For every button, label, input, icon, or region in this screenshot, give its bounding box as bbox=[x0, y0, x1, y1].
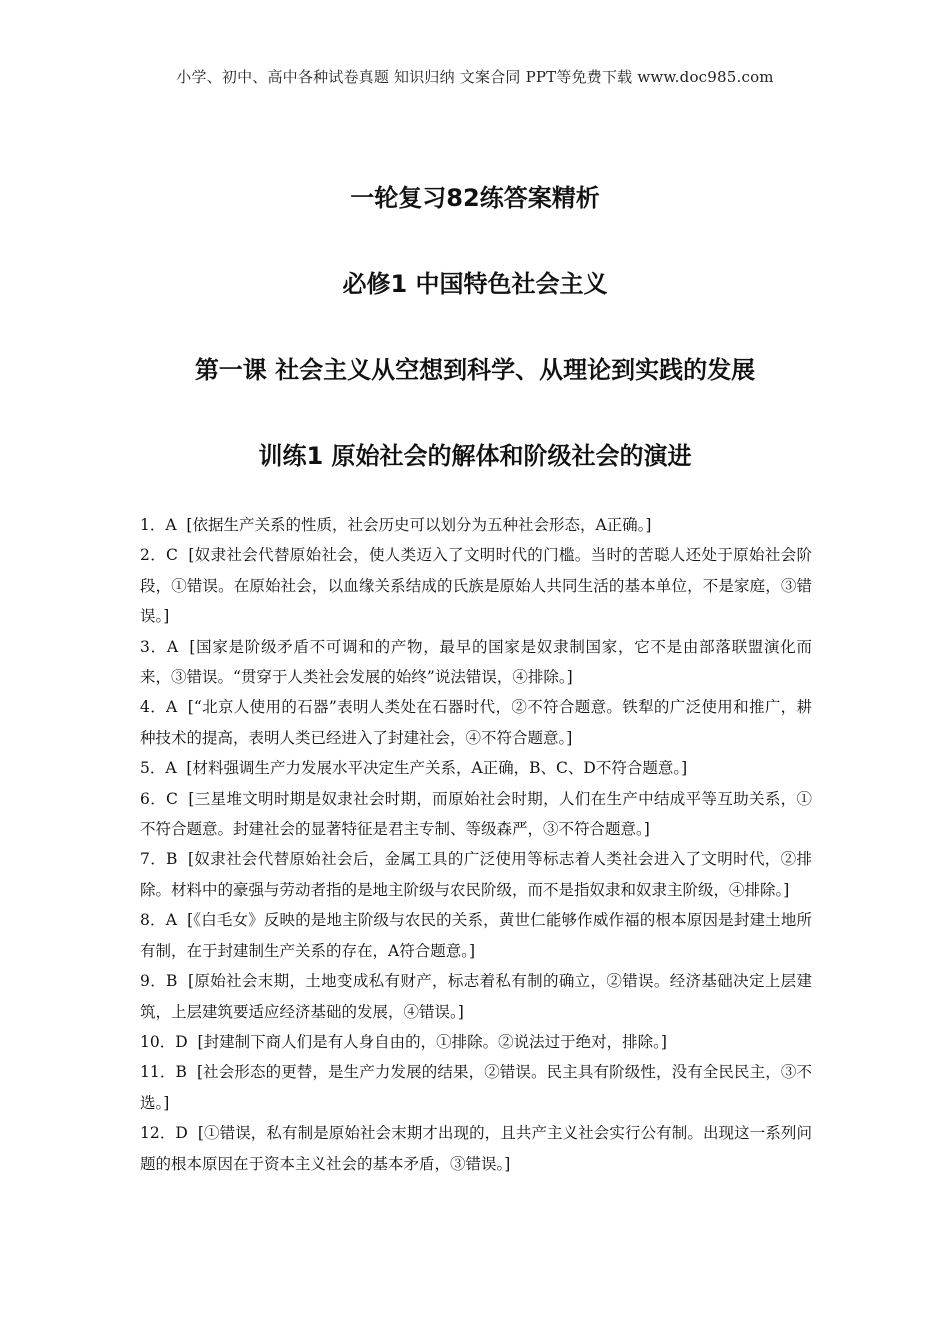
answer-item bbox=[140, 784, 812, 845]
answer-item bbox=[140, 905, 812, 966]
answer-number: 2．C bbox=[140, 546, 178, 565]
answer-text: [依据生产关系的性质，社会历史可以划分为五种社会形态，A正确。] bbox=[186, 516, 652, 534]
answer-text: [“北京人使用的石器”表明人类处在石器时代，②不符合题意。铁犁的广泛使用和推广，耕种技术的提高，表明人类已经进入了封建社会，④不符合题意。] bbox=[140, 698, 813, 747]
answer-number: 9．B bbox=[140, 972, 178, 991]
answer-text: [材料强调生产力发展水平决定生产关系，A正确，B、C、D不符合题意。] bbox=[186, 759, 688, 778]
answer-text: [原始社会末期，土地变成私有财产，标志着私有制的确立，②错误。经济基础决定上层建筑，上层建筑要适应经济基础的发展，④错误。] bbox=[140, 972, 812, 1021]
answer-list bbox=[140, 510, 812, 1179]
answer-text: [社会形态的更替，是生产力发展的结果，②错误。民主具有阶级性，没有全民民主，③不选。] bbox=[140, 1063, 812, 1112]
answer-item bbox=[140, 753, 812, 783]
answer-number: 12．D bbox=[140, 1124, 188, 1143]
answer-item bbox=[140, 844, 812, 905]
answer-text: [奴隶社会代替原始社会后，金属工具的广泛使用等标志着人类社会进入了文明时代，②排除。材料中的豪强与劳动者指的是地主阶级与农民阶级，而不是指奴隶和奴隶主阶级，④排除。] bbox=[140, 850, 812, 899]
page-header-banner: 小学、初中、高中各种试卷真题 知识归纳 文案合同 PPT等免费下载 www.doc985.com bbox=[176, 68, 774, 86]
answer-item bbox=[140, 1027, 812, 1057]
book-title: 一轮复习82练答案精析 bbox=[350, 184, 600, 212]
answer-text: [奴隶社会代替原始社会，使人类迈入了文明时代的门槛。当时的苦聪人还处于原始社会阶段，①错误。在原始社会，以血缘关系结成的氏族是原始人共同生活的基本单位，不是家庭，③错误。] bbox=[140, 546, 812, 626]
answer-item bbox=[140, 632, 812, 693]
title-block bbox=[0, 178, 950, 522]
answer-item bbox=[140, 540, 812, 631]
answer-item bbox=[140, 1118, 812, 1179]
answer-text: [《白毛女》反映的是地主阶级与农民的关系，黄世仁能够作威作福的根本原因是封建土地所有制，在于封建制生产关系的存在，A符合题意。] bbox=[140, 911, 812, 960]
lesson-title: 第一课 社会主义从空想到科学、从理论到实践的发展 bbox=[194, 356, 756, 384]
answer-item bbox=[140, 1057, 812, 1118]
answer-number: 3．A bbox=[140, 637, 179, 656]
answer-number: 1．A bbox=[140, 516, 177, 534]
answer-number: 7．B bbox=[140, 850, 178, 869]
answer-number: 8．A bbox=[140, 911, 177, 930]
answer-number: 4．A bbox=[140, 698, 178, 717]
answer-number: 6．C bbox=[140, 789, 178, 808]
answer-item bbox=[140, 692, 812, 753]
answer-item bbox=[140, 966, 812, 1027]
answer-text: [三星堆文明时期是奴隶社会时期，而原始社会时期，人们在生产中结成平等互助关系，①不符合题意。封建社会的显著特征是君主专制、等级森严，③不符合题意。] bbox=[140, 789, 812, 839]
answer-text: [①错误，私有制是原始社会末期才出现的，且共产主义社会实行公有制。出现这一系列问题的根本原因在于资本主义社会的基本矛盾，③错误。] bbox=[140, 1124, 812, 1173]
exercise-title: 训练1 原始社会的解体和阶级社会的演进 bbox=[258, 442, 692, 470]
answer-item bbox=[140, 510, 812, 540]
module-title: 必修1 中国特色社会主义 bbox=[342, 270, 608, 298]
answer-number: 10．D bbox=[140, 1032, 188, 1051]
answer-text: [封建制下商人们是有人身自由的，①排除。②说法过于绝对，排除。] bbox=[197, 1032, 667, 1051]
answer-number: 11．B bbox=[140, 1063, 187, 1082]
answer-text: [国家是阶级矛盾不可调和的产物，最早的国家是奴隶制国家，它不是由部落联盟演化而来，③错误。“贯穿于人类社会发展的始终”说法错误，④排除。] bbox=[140, 637, 812, 687]
answer-number: 5．A bbox=[140, 759, 177, 778]
